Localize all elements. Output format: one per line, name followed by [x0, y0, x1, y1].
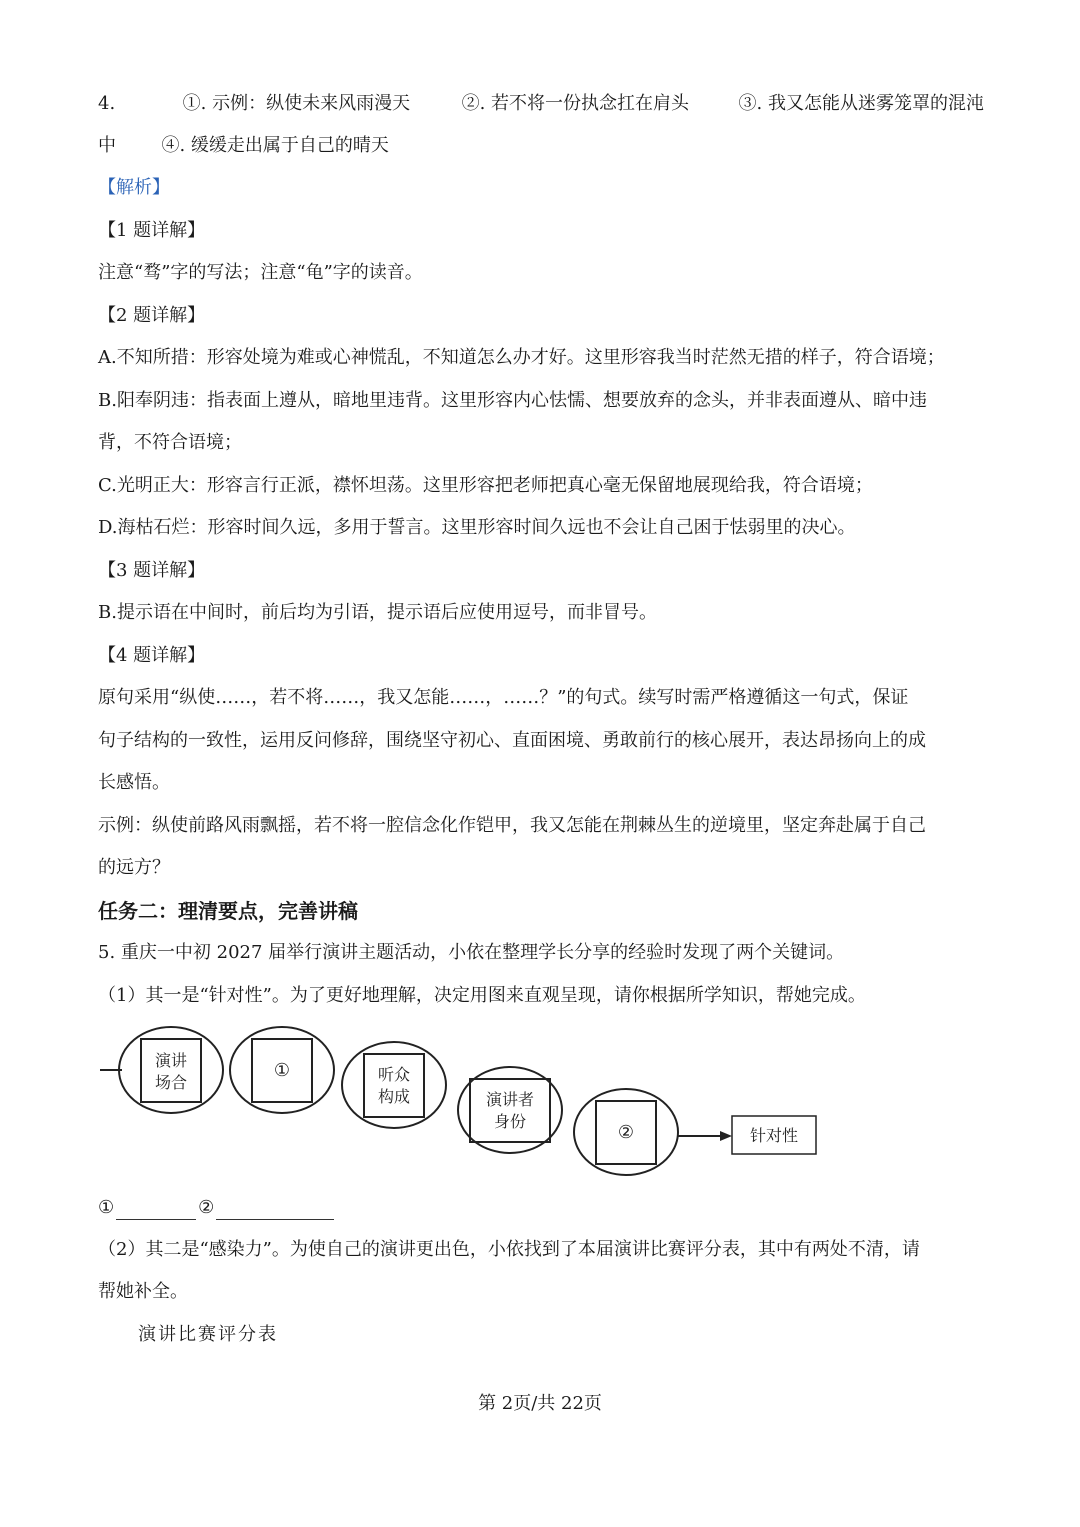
q2-option-b-line1: B.阳奉阴违：指表面上遵从，暗地里违背。这里形容内心怯懦、想要放弃的念头，并非表面遵从、暗中违: [98, 390, 927, 411]
blank1-marker: ①: [98, 1197, 115, 1218]
q4-answer-cont: 中: [98, 135, 116, 156]
task2-heading: 任务二：理清要点，完善讲稿: [98, 899, 358, 923]
node-blank1-marker: ①: [273, 1060, 291, 1081]
q4-answer-part3: ③. 我又怎能从迷雾笼罩的混沌: [738, 93, 984, 114]
q2-option-d: D.海枯石烂：形容时间久远，多用于誓言。这里形容时间久远也不会让自己困于怯弱里的决心。: [98, 517, 856, 538]
q4-example-line1: 示例：纵使前路风雨飘摇，若不将一腔信念化作铠甲，我又怎能在荆棘丛生的逆境里，坚定奔赴属于自己: [98, 815, 926, 836]
diagram-node-blank1: [230, 1027, 334, 1113]
q2-option-c: C.光明正大：形容言行正派，襟怀坦荡。这里形容把老师把真心毫无保留地展现给我，符合语境；: [98, 475, 873, 496]
blank1-field[interactable]: [116, 1201, 196, 1220]
q5-part1: （1）其一是“针对性”。为了更好地理解，决定用图来直观呈现，请你根据所学知识，帮她完成。: [98, 985, 866, 1006]
q5-part2-line1: （2）其二是“感染力”。为使自己的演讲更出色，小依找到了本届演讲比赛评分表，其中有两处不清，请: [98, 1239, 920, 1260]
diagram-node-speaker: [458, 1067, 562, 1153]
target-label: 针对性: [749, 1126, 799, 1145]
node-speaker-line2: 身份: [493, 1112, 527, 1131]
q5-intro: 5. 重庆一中初 2027 届举行演讲主题活动，小依在整理学长分享的经验时发现了两个关键词。: [98, 942, 845, 963]
page-footer: 第 2页/共 22页: [478, 1393, 602, 1414]
diagram-node-audience: [342, 1042, 446, 1128]
q4-answer-part1: ①. 示例：纵使未来风雨漫天: [182, 93, 411, 114]
q4-body-line3: 长感悟。: [98, 772, 170, 793]
q3-body: B.提示语在中间时，前后均为引语，提示语后应使用逗号，而非冒号。: [98, 602, 657, 623]
blank2-field[interactable]: [216, 1201, 334, 1220]
node-speaker-line1: 演讲者: [485, 1090, 535, 1109]
blank2-marker: ②: [198, 1197, 215, 1218]
q5-blanks: [98, 1196, 336, 1220]
q3-title: 【3 题详解】: [98, 560, 206, 581]
diagram-arrow-head: [720, 1131, 732, 1141]
node-audience-line2: 构成: [377, 1087, 411, 1106]
q4-answer-part2: ②. 若不将一份执念扛在肩头: [461, 93, 690, 114]
node-blank2-marker: ②: [617, 1122, 635, 1143]
q4-answer-part4: ④. 缓缓走出属于自己的晴天: [161, 135, 389, 156]
targeting-flow-diagram: [96, 1020, 836, 1180]
scoring-table-title: 演讲比赛评分表: [138, 1324, 278, 1345]
q2-option-a: A.不知所措：形容处境为难或心神慌乱，不知道怎么办才好。这里形容我当时茫然无措的样子，符合语境；: [98, 347, 945, 368]
q4-answer-number: 4.: [98, 93, 116, 114]
node-occasion-line2: 场合: [154, 1073, 188, 1092]
q4-example-line2: 的远方？: [98, 857, 170, 878]
q4-answer-line1: [98, 92, 984, 116]
q4-body-line2: 句子结构的一致性，运用反问修辞，围绕坚守初心、直面困境、勇敢前行的核心展开，表达昂扬向上的成: [98, 730, 926, 751]
diagram-node-blank2: [574, 1089, 678, 1175]
node-audience-line1: 听众: [377, 1065, 411, 1084]
q4-answer-line2: [98, 134, 389, 158]
diagram-node-occasion: [119, 1027, 223, 1113]
q1-title: 【1 题详解】: [98, 220, 206, 241]
q4-body-line1: 原句采用“纵使……，若不将……，我又怎能……，……？”的句式。续写时需严格遵循这一句式，保证: [98, 687, 909, 708]
analysis-label: 【解析】: [98, 177, 170, 198]
node-occasion-line1: 演讲: [154, 1051, 188, 1070]
diagram-target-box: [732, 1116, 816, 1154]
q1-body: 注意“骛”字的写法；注意“龟”字的读音。: [98, 262, 423, 283]
q2-title: 【2 题详解】: [98, 305, 206, 326]
q5-part2-line2: 帮她补全。: [98, 1281, 188, 1302]
q2-option-b-line2: 背，不符合语境；: [98, 432, 242, 453]
q4-title: 【4 题详解】: [98, 645, 206, 666]
